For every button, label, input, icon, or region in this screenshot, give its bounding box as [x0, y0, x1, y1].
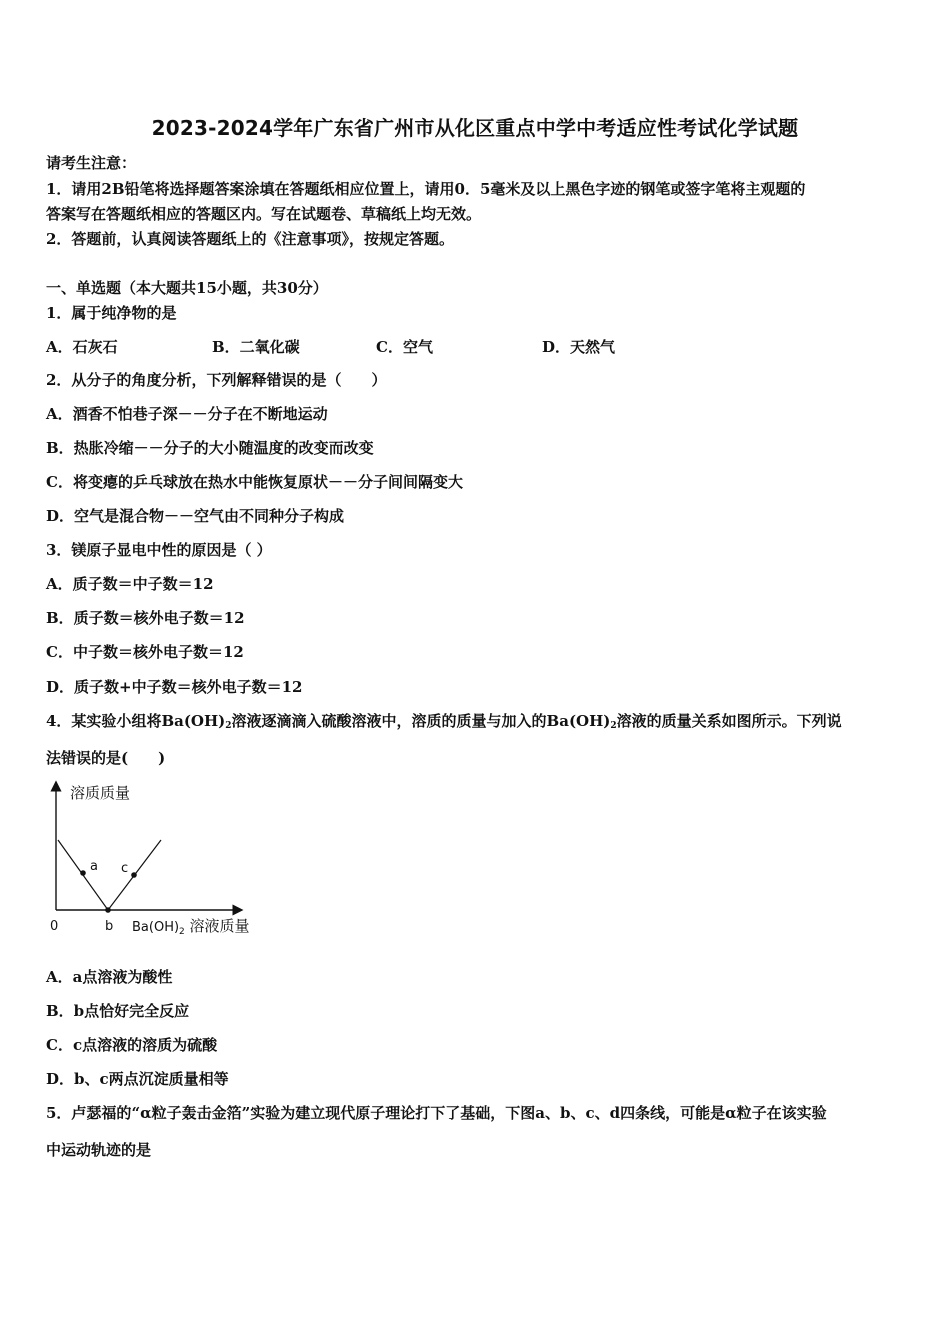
q4-stem-line-1 [46, 710, 842, 731]
q5-stem-line-2: 中运动轨迹的是 [46, 1141, 152, 1159]
q2-stem: 2．从分子的角度分析，下列解释错误的是（ ） [46, 371, 387, 389]
q3-option-b: B．质子数＝核外电子数＝12 [46, 609, 245, 627]
q4-graph-x-label-subscript: 2 [179, 927, 185, 937]
q4-stem-part-a: 4．某实验小组将Ba(OH) [46, 712, 226, 730]
q4-stem-line-2: 法错误的是( ) [46, 749, 166, 767]
q3-stem: 3．镁原子显电中性的原因是（ ） [46, 541, 272, 559]
q4-graph-y-label: 溶质质量 [70, 784, 131, 802]
q4-graph [40, 778, 280, 944]
q4-graph-point-a [80, 870, 86, 876]
section-heading: 一、单选题（本大题共15小题，共30分） [46, 279, 328, 297]
q4-graph-curve [58, 840, 161, 910]
q1-option-b: B．二氧化碳 [212, 338, 300, 356]
q4-graph-origin-label: 0 [50, 919, 59, 934]
q4-option-c: C．c点溶液的溶质为硫酸 [46, 1036, 218, 1054]
q1-option-c: C．空气 [376, 338, 433, 356]
q3-option-c: C．中子数＝核外电子数＝12 [46, 643, 244, 661]
q2-option-d: D．空气是混合物－－空气由不同种分子构成 [46, 507, 345, 525]
q3-option-a: A．质子数＝中子数＝12 [46, 575, 214, 593]
q4-option-d: D．b、c两点沉淀质量相等 [46, 1070, 229, 1088]
exam-title: 2023-2024学年广东省广州市从化区重点中学中考适应性考试化学试题 [151, 116, 799, 140]
q4-graph-x-label-part-a: Ba(OH) [132, 920, 180, 935]
q5-stem-line-1: 5．卢瑟福的“α粒子轰击金箔”实验为建立现代原子理论打下了基础，下图a、b、c、d四条线，可能是α粒子在该实验 [46, 1104, 827, 1122]
q4-graph-x-label-part-b: 溶液质量 [184, 917, 250, 935]
q4-graph-label-c: c [121, 861, 129, 876]
q2-option-b: B．热胀冷缩－－分子的大小随温度的改变而改变 [46, 439, 374, 457]
q2-option-a: A．酒香不怕巷子深－－分子在不断地运动 [46, 405, 328, 423]
q4-option-a: A．a点溶液为酸性 [46, 968, 173, 986]
q4-option-b: B．b点恰好完全反应 [46, 1002, 190, 1020]
q1-option-a: A．石灰石 [46, 338, 118, 356]
q4-stem-part-b: 溶液逐滴滴入硫酸溶液中，溶质的质量与加入的Ba(OH) [231, 712, 611, 730]
q4-graph-x-label [132, 917, 250, 937]
q3-option-d: D．质子数+中子数＝核外电子数＝12 [46, 678, 303, 696]
q4-stem-subscript-1: 2 [225, 721, 232, 731]
q4-graph-point-c [131, 872, 137, 878]
q1-stem: 1．属于纯净物的是 [46, 304, 177, 322]
q4-stem-part-c: 溶液的质量关系如图所示。下列说 [616, 712, 842, 730]
q1-option-d: D．天然气 [542, 338, 616, 356]
q4-stem-subscript-2: 2 [610, 721, 617, 731]
notice-item-2: 2．答题前，认真阅读答题纸上的《注意事项》，按规定答题。 [46, 230, 454, 248]
notice-item-1-line-1: 1．请用2B铅笔将选择题答案涂填在答题纸相应位置上，请用0．5毫米及以上黑色字迹的钢笔或签字笔将主观题的 [46, 180, 806, 198]
q4-graph-label-b: b [105, 919, 114, 934]
q4-graph-label-a: a [90, 859, 98, 874]
q4-graph-point-b [105, 907, 111, 913]
q2-option-c: C．将变瘪的乒乓球放在热水中能恢复原状－－分子间间隔变大 [46, 473, 463, 491]
notice-item-1-line-2: 答案写在答题纸相应的答题区内。写在试题卷、草稿纸上均无效。 [46, 205, 482, 223]
notice-heading: 请考生注意： [46, 154, 137, 172]
